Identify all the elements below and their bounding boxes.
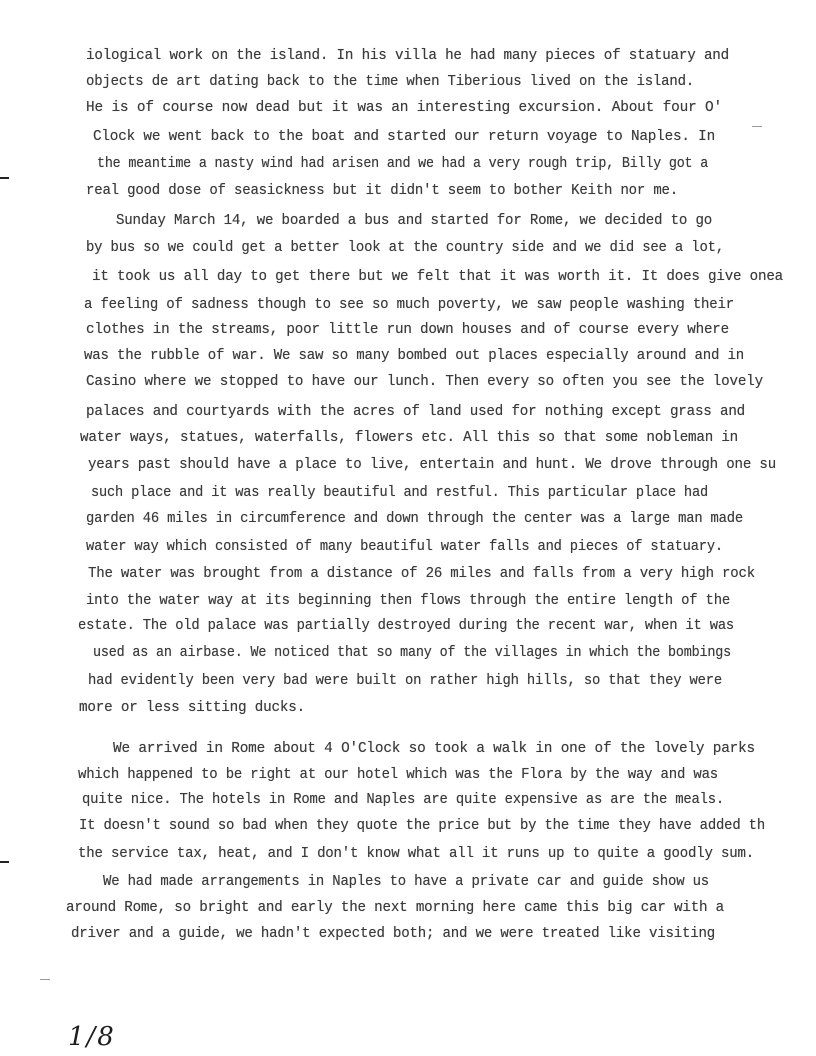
text-line: We had made arrangements in Naples to have a private car and guide show us bbox=[103, 874, 709, 890]
text-line: was the rubble of war. We saw so many bombed out places especially around and in bbox=[84, 348, 744, 364]
text-line: which happened to be right at our hotel which was the Flora by the way and was bbox=[78, 767, 718, 783]
text-line: palaces and courtyards with the acres of land used for nothing except grass and bbox=[86, 404, 746, 420]
margin-mark bbox=[40, 979, 50, 980]
text-line: around Rome, so bright and early the next morning here came this big car with a bbox=[66, 900, 725, 916]
text-line: real good dose of seasickness but it didn't seem to bother Keith nor me. bbox=[86, 183, 679, 199]
text-line: iological work on the island. In his villa he had many pieces of statuary and bbox=[86, 48, 730, 64]
text-line: such place and it was really beautiful and restful. This particular place had bbox=[91, 485, 708, 501]
text-line: by bus so we could get a better look at the country side and we did see a lot, bbox=[86, 240, 724, 256]
text-line: clothes in the streams, poor little run down houses and of course every where bbox=[86, 322, 730, 338]
text-line: estate. The old palace was partially destroyed during the recent war, when it was bbox=[78, 618, 735, 634]
text-line: The water was brought from a distance of 26 miles and falls from a very high rock bbox=[88, 566, 755, 582]
page-number-handwritten: 1/8 bbox=[68, 1022, 116, 1052]
text-line: more or less sitting ducks. bbox=[79, 700, 306, 716]
text-line: years past should have a place to live, entertain and hunt. We drove through one su bbox=[88, 457, 776, 473]
text-line: the meantime a nasty wind had arisen and we had a very rough trip, Billy got a bbox=[97, 156, 709, 172]
text-line: objects de art dating back to the time when Tiberious lived on the island. bbox=[86, 74, 695, 90]
text-line: driver and a guide, we hadn't expected both; and we were treated like visiting bbox=[71, 926, 716, 942]
text-line: had evidently been very bad were built on rather high hills, so that they were bbox=[88, 673, 722, 689]
text-line: He is of course now dead but it was an interesting excursion. About four O' bbox=[86, 100, 722, 116]
text-line: It doesn't sound so bad when they quote the price but by the time they have added th bbox=[79, 818, 766, 834]
text-line: water ways, statues, waterfalls, flowers etc. All this so that some nobleman in bbox=[80, 430, 739, 446]
margin-mark bbox=[0, 861, 9, 863]
text-line: garden 46 miles in circumference and down through the center was a large man made bbox=[86, 511, 744, 527]
text-line: Sunday March 14, we boarded a bus and started for Rome, we decided to go bbox=[116, 213, 713, 229]
margin-mark bbox=[0, 177, 9, 179]
text-line: a feeling of sadness though to see so much poverty, we saw people washing their bbox=[84, 297, 734, 313]
text-line: We arrived in Rome about 4 O'Clock so took a walk in one of the lovely parks bbox=[113, 741, 756, 757]
text-line: used as an airbase. We noticed that so many of the villages in which the bombings bbox=[93, 645, 732, 661]
text-line: Casino where we stopped to have our lunch. Then every so often you see the lovely bbox=[86, 374, 763, 390]
text-line: quite nice. The hotels in Rome and Naples are quite expensive as are the meals. bbox=[82, 792, 724, 808]
text-line: the service tax, heat, and I don't know what all it runs up to quite a goodly sum. bbox=[78, 846, 754, 862]
text-line: water way which consisted of many beautiful water falls and pieces of statuary. bbox=[86, 539, 723, 555]
text-line: into the water way at its beginning then flows through the entire length of the bbox=[86, 593, 731, 609]
text-line: Clock we went back to the boat and started our return voyage to Naples. In bbox=[93, 129, 716, 145]
text-line: it took us all day to get there but we felt that it was worth it. It does give onea bbox=[92, 269, 783, 285]
margin-mark bbox=[752, 126, 762, 127]
